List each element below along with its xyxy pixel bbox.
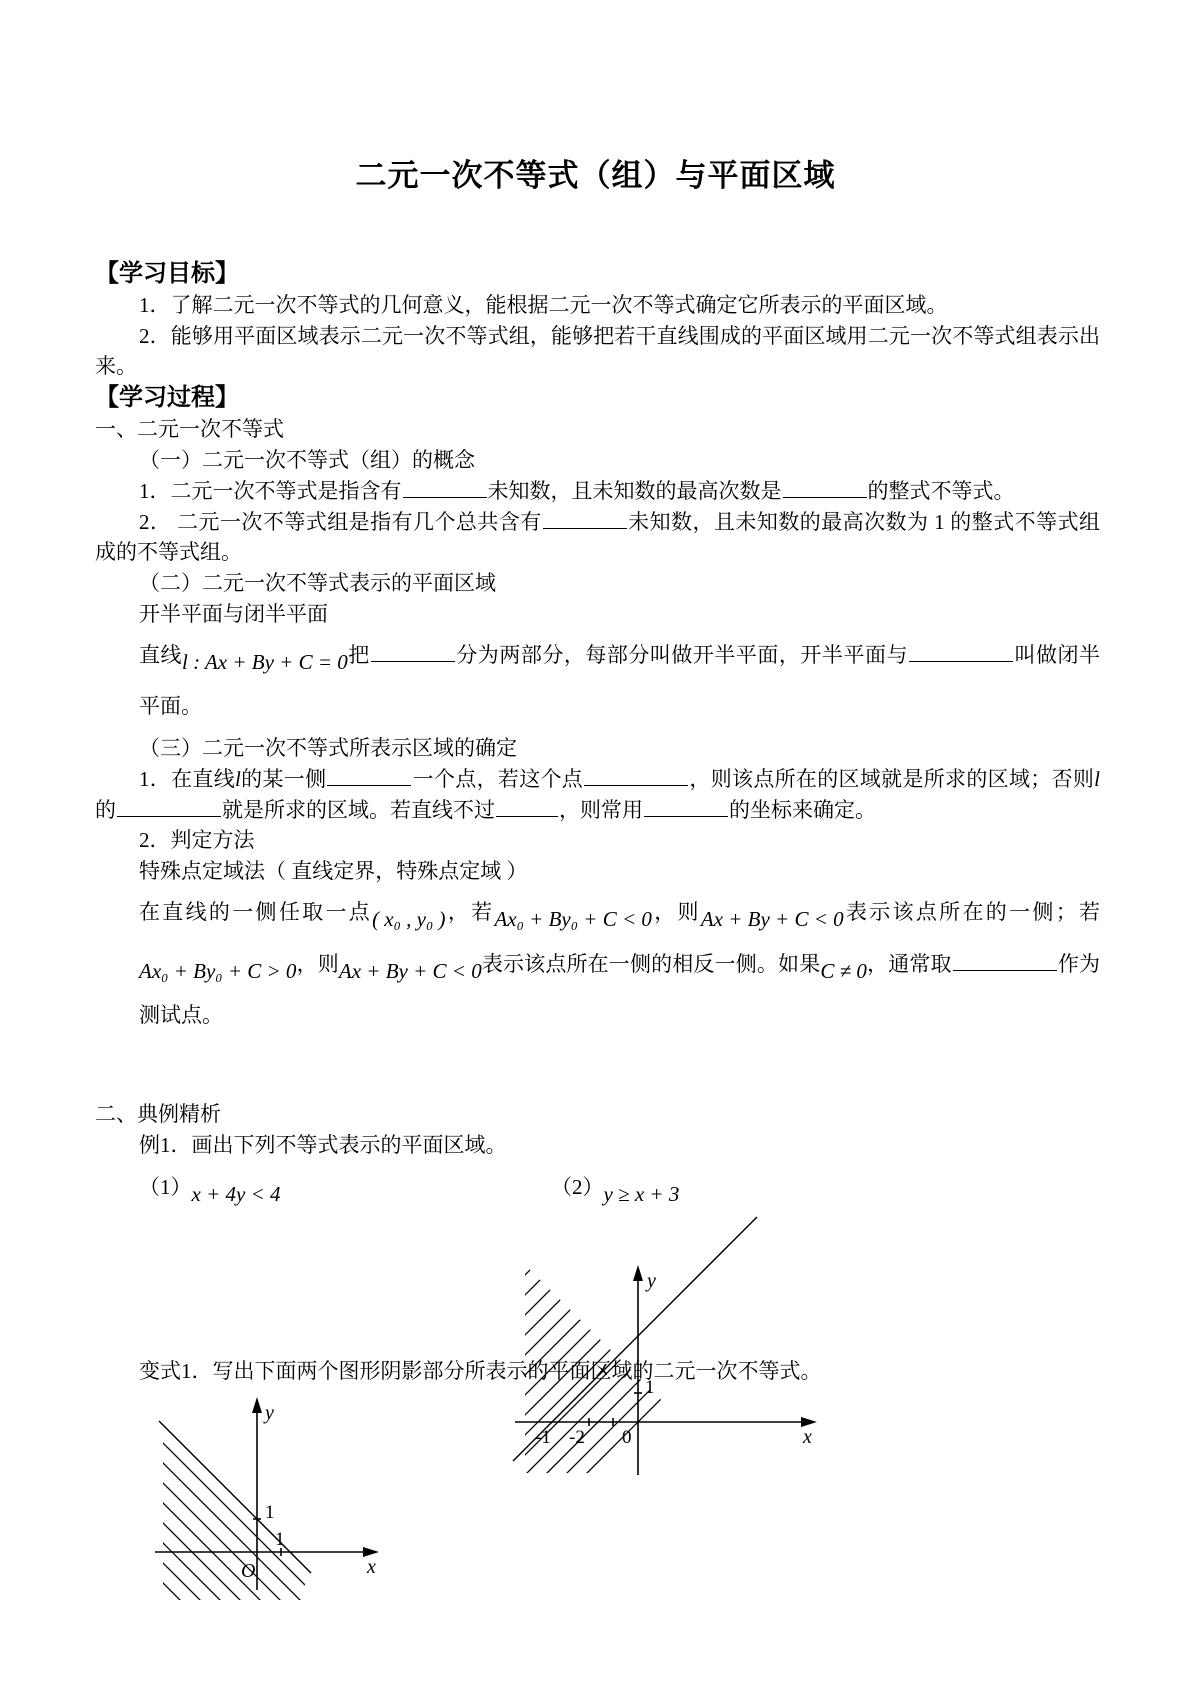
line-definition [95, 630, 1100, 733]
objective-item-2: 2．能够用平面区域表示二元一次不等式组，能够把若干直线围成的平面区域用二元一次不等式组表示出来。 [95, 323, 1100, 379]
example-1b-label: （2） [551, 1175, 604, 1200]
definition-1-part-b: 未知数，且未知数的最高次数是 [487, 478, 782, 503]
y-tick-label-1: 1 [645, 1377, 655, 1398]
fill-blank[interactable] [644, 796, 728, 817]
shaded-region [125, 1365, 505, 1684]
x-tick-label-1: 1 [275, 1529, 285, 1550]
y-axis-label: y [647, 1270, 656, 1292]
test-part-e: ，则 [296, 951, 339, 976]
boundary-line [159, 1421, 311, 1573]
det1-part-b: 的某一侧 [240, 766, 327, 791]
test-part-b: ，若 [445, 900, 495, 925]
variant-1-text: 变式1．写出下面两个图形阴影部分所表示的平面区域的二元一次不等式。 [139, 1359, 822, 1383]
objective-item-1: 1．了解二元一次不等式的几何意义，能根据二元一次不等式确定它所表示的平面区域。 [139, 292, 948, 317]
fill-blank[interactable] [953, 950, 1057, 971]
example-1b [551, 1171, 680, 1207]
x-axis-label: x [367, 1556, 376, 1578]
test-part-a: 在直线的一侧任取一点 [139, 900, 373, 925]
test-part-d: 表示该点所在的一侧；若 [843, 900, 1101, 925]
det1-part-a: 1．在直线 [139, 766, 236, 791]
fill-blank[interactable] [327, 765, 411, 786]
test-part-i: 作为测试点。 [139, 951, 1101, 1027]
test-formula-3: Ax₀ + By₀ + C > 0 [139, 958, 297, 983]
fill-blank[interactable] [496, 796, 558, 817]
process-heading: 【学习过程】 [95, 384, 239, 412]
objectives-heading: 【学习目标】 [95, 260, 239, 287]
subsection-3-heading: （三）二元一次不等式所表示区域的确定 [139, 735, 517, 760]
special-point-method: 特殊点定域法（ 直线定界，特殊点定域 ） [139, 859, 528, 884]
y-axis-label: y [265, 1402, 274, 1424]
y-axis-arrow [633, 1265, 643, 1281]
origin-label: O [241, 1560, 256, 1582]
test-formula-1: Ax₀ + By₀ + C < 0 [494, 907, 652, 932]
det1-part-d: ，则该点所在的区域就是所求的区域；否则 [689, 766, 1095, 791]
page-title: 二元一次不等式（组）与平面区域 [355, 158, 836, 193]
det1-part-e: 的 [95, 797, 116, 822]
line-def-part-d: 叫做闭半平面。 [139, 642, 1100, 719]
definition-2-part-b: 未知数，且未知数的最高次数为 1 的整式不等式组成的不等式组。 [95, 509, 1100, 565]
x-axis-label: x [803, 1426, 812, 1448]
definition-1-part-a: 1．二元一次不等式是指含有 [139, 478, 402, 503]
x-tick-label-minus1: -1 [535, 1427, 551, 1448]
fill-blank[interactable] [117, 796, 221, 817]
det1-line-symbol: l [235, 766, 241, 791]
shaded-region [465, 1165, 895, 1595]
test-point-coords: ( x₀ , y₀ ) [372, 907, 446, 932]
fill-blank[interactable] [783, 477, 867, 498]
section-2-heading: 二、典例精析 [95, 1102, 221, 1127]
fill-blank[interactable] [543, 508, 627, 529]
det1-part-h: 的坐标来确定。 [729, 797, 876, 822]
x-tick-label-minus2: -2 [569, 1427, 585, 1448]
fill-blank[interactable] [584, 765, 688, 786]
test-formula-4: Ax + By + C < 0 [338, 958, 482, 983]
determination-rule-2: 2．判定方法 [139, 828, 255, 853]
example-1a [139, 1171, 281, 1207]
line-def-part-a: 直线 [139, 642, 183, 667]
det1-part-f: 就是所求的区域。若直线不过 [222, 797, 495, 822]
definition-1 [95, 476, 1100, 507]
definition-1-part-c: 的整式不等式。 [867, 478, 1015, 503]
fill-blank[interactable] [909, 641, 1013, 662]
test-part-g: 表示该点所在一侧的相反一侧。如果 [481, 951, 821, 976]
test-part-c: ，则 [651, 900, 701, 925]
example-1a-label: （1） [139, 1175, 192, 1200]
figure-right-graph [505, 1265, 885, 1505]
y-tick-label-1: 1 [265, 1502, 275, 1523]
determination-rule-1 [95, 764, 1100, 826]
test-formula-5: C ≠ 0 [820, 958, 867, 983]
test-point-explanation [95, 887, 1100, 1041]
subsection-1-heading: （一）二元一次不等式（组）的概念 [139, 447, 475, 472]
line-def-part-b: 把 [347, 642, 370, 667]
y-axis-arrow [252, 1397, 262, 1413]
definition-2 [95, 507, 1100, 569]
fill-blank[interactable] [403, 477, 487, 498]
fill-blank[interactable] [371, 641, 455, 662]
test-formula-2: Ax + By + C < 0 [700, 907, 844, 932]
example-1-title: 例1．画出下列不等式表示的平面区域。 [139, 1133, 507, 1158]
det1-line-symbol-2: l [1094, 766, 1101, 791]
origin-label: 0 [622, 1427, 632, 1448]
line-formula: l : Ax + By + C = 0 [182, 649, 348, 674]
det1-part-g: ，则常用 [559, 797, 643, 822]
example-1b-formula: y ≥ x + 3 [603, 1182, 680, 1207]
example-1a-formula: x + 4y < 4 [191, 1182, 281, 1207]
subsection-2-heading: （二）二元一次不等式表示的平面区域 [139, 571, 496, 596]
test-part-h: ，通常取 [866, 951, 952, 976]
halfplane-text: 开半平面与闭半平面 [139, 602, 328, 627]
figure-left-svg [145, 1385, 425, 1625]
figure-right-svg [505, 1265, 885, 1505]
figure-left-graph [145, 1385, 425, 1625]
definition-2-part-a: 2． 二元一次不等式组是指有几个总共含有 [139, 509, 542, 534]
section-1-heading: 一、二元一次不等式 [95, 416, 284, 441]
example-1-items [95, 1171, 1100, 1207]
det1-part-c: 一个点，若这个点 [412, 766, 584, 791]
document-body [95, 258, 1100, 1207]
line-def-part-c: 分为两部分，每部分叫做开半平面，开半平面与 [455, 642, 908, 667]
